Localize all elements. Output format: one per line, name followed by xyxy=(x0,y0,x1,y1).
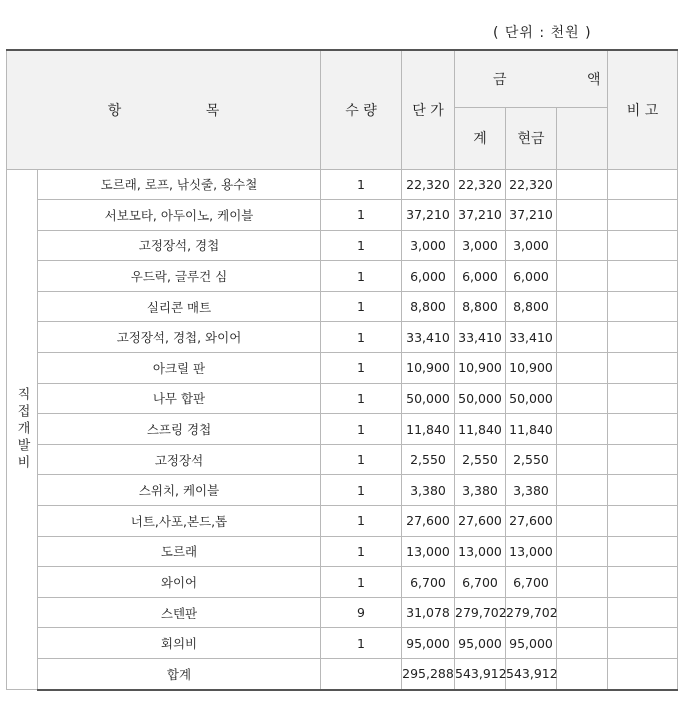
item-name: 고정장석 xyxy=(38,444,321,475)
item-qty: 1 xyxy=(321,200,402,231)
item-cash: 6,000 xyxy=(506,261,557,292)
item-qty: 1 xyxy=(321,322,402,353)
item-cash: 3,380 xyxy=(506,475,557,506)
sum-price: 295,288 xyxy=(402,659,455,690)
item-qty: 1 xyxy=(321,383,402,414)
header-cash: 현금 xyxy=(506,107,557,169)
item-total: 3,000 xyxy=(455,230,506,261)
item-name: 회의비 xyxy=(38,628,321,659)
table-row xyxy=(7,230,678,261)
item-total: 6,000 xyxy=(455,261,506,292)
item-price: 13,000 xyxy=(402,536,455,567)
item-cash: 50,000 xyxy=(506,383,557,414)
item-cash: 37,210 xyxy=(506,200,557,231)
header-total: 계 xyxy=(455,107,506,169)
item-blank xyxy=(557,475,608,506)
header-blank xyxy=(557,107,608,169)
item-name: 서보모타, 아두이노, 케이블 xyxy=(38,200,321,231)
item-price: 2,550 xyxy=(402,444,455,475)
item-name: 우드락, 글루건 심 xyxy=(38,261,321,292)
item-blank xyxy=(557,628,608,659)
item-cash: 22,320 xyxy=(506,169,557,200)
item-cash: 8,800 xyxy=(506,291,557,322)
item-blank xyxy=(557,414,608,445)
item-name: 스위치, 케이블 xyxy=(38,475,321,506)
item-qty: 1 xyxy=(321,444,402,475)
item-cash: 33,410 xyxy=(506,322,557,353)
item-price: 6,000 xyxy=(402,261,455,292)
item-cash: 95,000 xyxy=(506,628,557,659)
item-remarks xyxy=(608,383,678,414)
item-price: 3,000 xyxy=(402,230,455,261)
item-name: 스텐판 xyxy=(38,597,321,628)
item-cash: 2,550 xyxy=(506,444,557,475)
sum-total: 543,912 xyxy=(455,659,506,690)
item-total: 279,702 xyxy=(455,597,506,628)
item-price: 8,800 xyxy=(402,291,455,322)
item-name: 나무 합판 xyxy=(38,383,321,414)
item-cash: 13,000 xyxy=(506,536,557,567)
budget-table xyxy=(6,49,678,691)
item-remarks xyxy=(608,353,678,384)
item-total: 13,000 xyxy=(455,536,506,567)
item-total: 33,410 xyxy=(455,322,506,353)
header-remarks: 비 고 xyxy=(608,50,678,169)
item-cash: 279,702 xyxy=(506,597,557,628)
item-name: 스프링 경첩 xyxy=(38,414,321,445)
item-name: 고정장석, 경첩, 와이어 xyxy=(38,322,321,353)
item-total: 22,320 xyxy=(455,169,506,200)
item-blank xyxy=(557,597,608,628)
unit-label: ( 단위 : 천원 ) xyxy=(493,25,592,41)
item-blank xyxy=(557,322,608,353)
item-cash: 27,600 xyxy=(506,506,557,537)
item-qty: 1 xyxy=(321,169,402,200)
item-cash: 11,840 xyxy=(506,414,557,445)
table-row xyxy=(7,169,678,200)
item-price: 3,380 xyxy=(402,475,455,506)
item-remarks xyxy=(608,444,678,475)
item-total: 10,900 xyxy=(455,353,506,384)
item-remarks xyxy=(608,628,678,659)
table-row xyxy=(7,506,678,537)
item-name: 아크릴 판 xyxy=(38,353,321,384)
item-cash: 3,000 xyxy=(506,230,557,261)
table-row xyxy=(7,322,678,353)
item-price: 33,410 xyxy=(402,322,455,353)
item-total: 50,000 xyxy=(455,383,506,414)
item-qty: 1 xyxy=(321,230,402,261)
item-price: 22,320 xyxy=(402,169,455,200)
item-remarks xyxy=(608,200,678,231)
item-total: 8,800 xyxy=(455,291,506,322)
item-blank xyxy=(557,444,608,475)
item-remarks xyxy=(608,291,678,322)
header-quantity: 수 량 xyxy=(321,50,402,169)
item-blank xyxy=(557,536,608,567)
item-price: 11,840 xyxy=(402,414,455,445)
item-qty: 1 xyxy=(321,353,402,384)
table-row xyxy=(7,597,678,628)
item-total: 2,550 xyxy=(455,444,506,475)
item-price: 95,000 xyxy=(402,628,455,659)
item-blank xyxy=(557,353,608,384)
table-row xyxy=(7,383,678,414)
item-remarks xyxy=(608,169,678,200)
item-blank xyxy=(557,567,608,598)
item-blank xyxy=(557,291,608,322)
table-row xyxy=(7,444,678,475)
item-remarks xyxy=(608,414,678,445)
item-blank xyxy=(557,200,608,231)
item-price: 6,700 xyxy=(402,567,455,598)
item-qty: 1 xyxy=(321,628,402,659)
item-price: 31,078 xyxy=(402,597,455,628)
item-qty: 1 xyxy=(321,414,402,445)
item-blank xyxy=(557,506,608,537)
table-row xyxy=(7,475,678,506)
table-row xyxy=(7,200,678,231)
table-row xyxy=(7,291,678,322)
item-total: 6,700 xyxy=(455,567,506,598)
header-item: 항 목 xyxy=(7,50,321,169)
item-qty: 1 xyxy=(321,475,402,506)
item-price: 10,900 xyxy=(402,353,455,384)
item-qty: 1 xyxy=(321,567,402,598)
item-name: 너트,사포,본드,톱 xyxy=(38,506,321,537)
item-blank xyxy=(557,169,608,200)
sum-qty xyxy=(321,659,402,690)
header-unit-price: 단 가 xyxy=(402,50,455,169)
sum-remarks xyxy=(608,659,678,690)
item-blank xyxy=(557,261,608,292)
item-cash: 10,900 xyxy=(506,353,557,384)
item-cash: 6,700 xyxy=(506,567,557,598)
item-name: 고정장석, 경첩 xyxy=(38,230,321,261)
item-name: 도르래 xyxy=(38,536,321,567)
sum-label: 합계 xyxy=(38,659,321,690)
item-total: 11,840 xyxy=(455,414,506,445)
item-remarks xyxy=(608,230,678,261)
table-row xyxy=(7,628,678,659)
table-row xyxy=(7,536,678,567)
item-blank xyxy=(557,383,608,414)
item-remarks xyxy=(608,536,678,567)
item-total: 3,380 xyxy=(455,475,506,506)
table-row xyxy=(7,261,678,292)
item-price: 37,210 xyxy=(402,200,455,231)
category-cell: 직접개발비 xyxy=(7,169,38,690)
item-remarks xyxy=(608,567,678,598)
item-qty: 1 xyxy=(321,261,402,292)
item-name: 와이어 xyxy=(38,567,321,598)
item-name: 도르래, 로프, 낚싯줄, 용수철 xyxy=(38,169,321,200)
sum-row xyxy=(7,659,678,690)
item-total: 27,600 xyxy=(455,506,506,537)
item-remarks xyxy=(608,506,678,537)
header-amount: 금 액 xyxy=(455,50,608,107)
item-price: 50,000 xyxy=(402,383,455,414)
item-remarks xyxy=(608,475,678,506)
item-qty: 1 xyxy=(321,291,402,322)
item-total: 95,000 xyxy=(455,628,506,659)
table-row xyxy=(7,353,678,384)
item-remarks xyxy=(608,322,678,353)
item-qty: 1 xyxy=(321,536,402,567)
table-row xyxy=(7,414,678,445)
item-qty: 1 xyxy=(321,506,402,537)
item-price: 27,600 xyxy=(402,506,455,537)
item-total: 37,210 xyxy=(455,200,506,231)
item-blank xyxy=(557,230,608,261)
sum-blank xyxy=(557,659,608,690)
item-name: 실리콘 매트 xyxy=(38,291,321,322)
item-qty: 9 xyxy=(321,597,402,628)
table-row xyxy=(7,567,678,598)
sum-cash: 543,912 xyxy=(506,659,557,690)
item-remarks xyxy=(608,597,678,628)
item-remarks xyxy=(608,261,678,292)
